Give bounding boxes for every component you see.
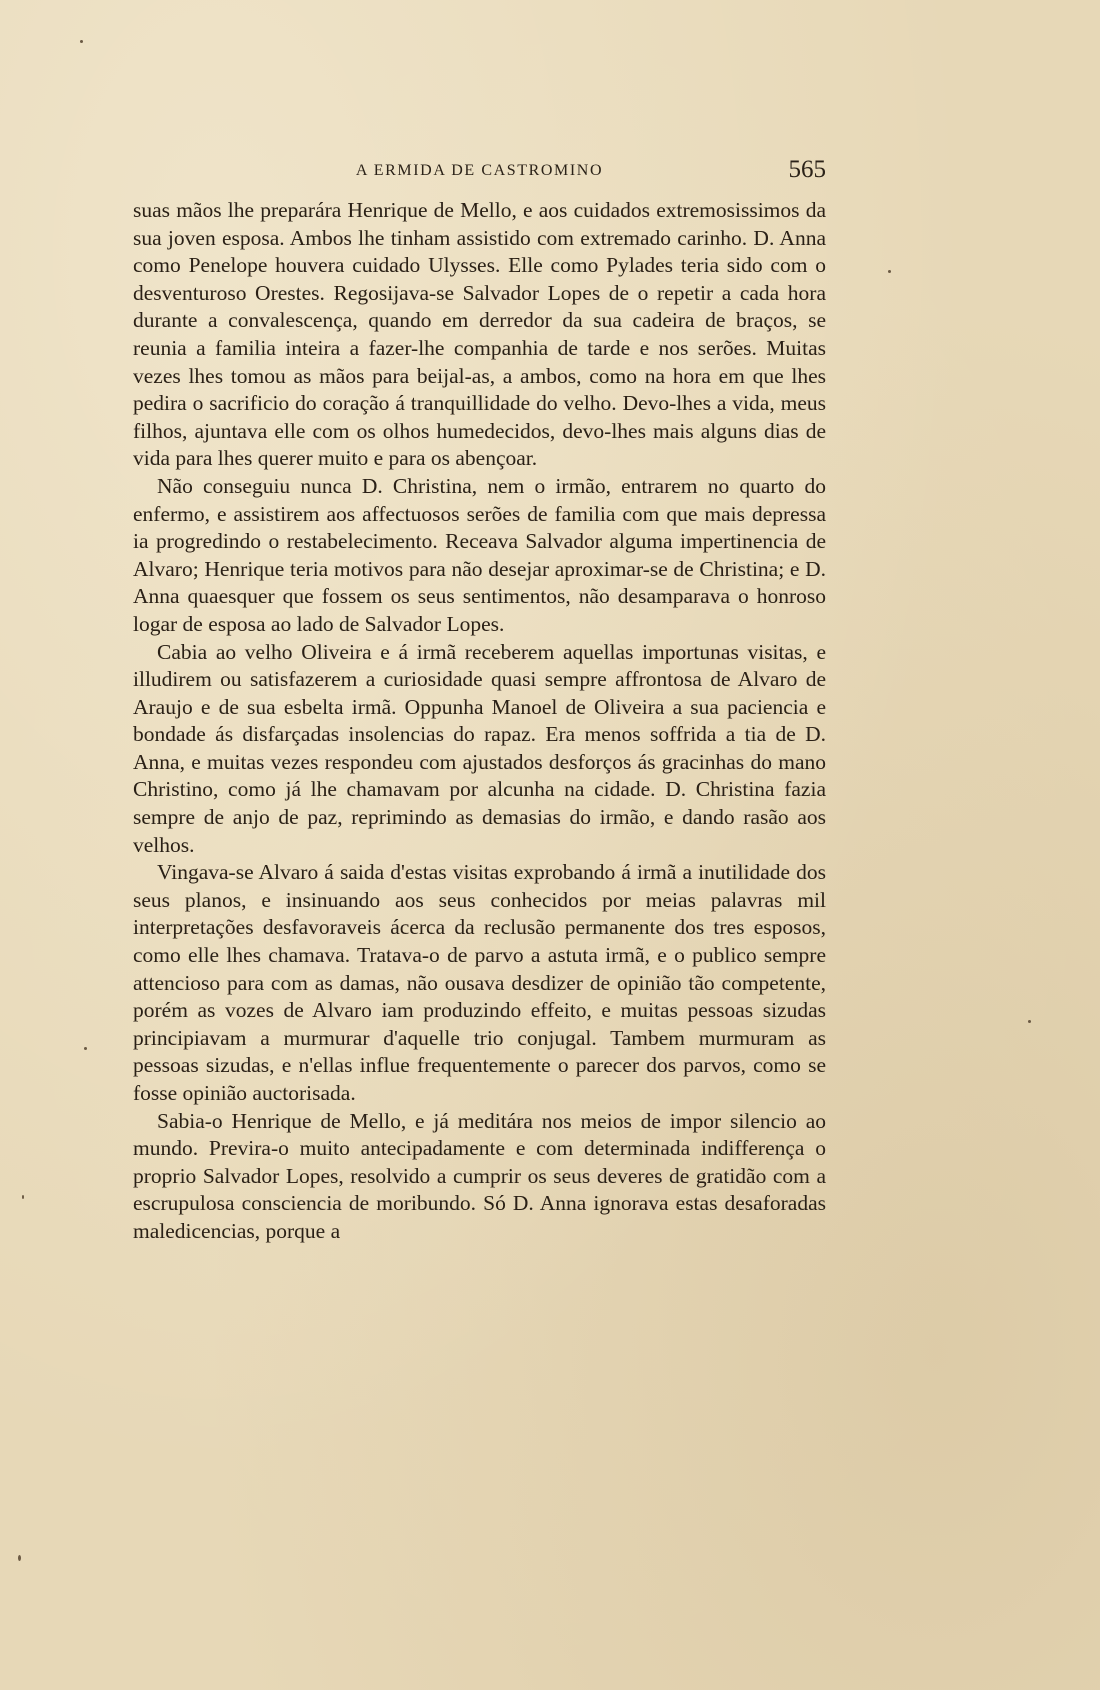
chapter-title: A ERMIDA DE CASTROMINO xyxy=(355,162,604,179)
running-header xyxy=(133,156,826,186)
body-text xyxy=(133,197,826,1246)
paragraph: Cabia ao velho Oliveira e á irmã receberem aquellas importunas visitas, e illudirem ou satisfazerem a curiosidade quasi sempre affrontosa de Alvaro de Araujo e de sua esbelta irmã. Oppunha Manoel de Oliveira a sua paciencia e bondade ás disfarçadas insolencias do rapaz. Era menos soffrida a tia de D. Anna, e muitas vezes respondeu com ajustados desforços ás gracinhas do mano Christino, como já lhe chamavam por alcunha na cidade. D. Christina fazia sempre de anjo de paz, reprimindo as demasias do irmão, e dando rasão aos velhos. xyxy=(133,639,826,857)
paper-speck xyxy=(22,1195,24,1199)
paper-speck xyxy=(1028,1020,1031,1023)
paragraph: suas mãos lhe preparára Henrique de Mello, e aos cuidados extremosissimos da sua joven esposa. Ambos lhe tinham assistido com extremado carinho. D. Anna como Penelope houvera cuidado Ulysses. Elle como Pylades teria sido com o desventuroso Orestes. Regosijava-se Salvador Lopes de o repetir a cada hora durante a convalescença, quando em derredor da sua cadeira de braços, se reunia a familia inteira a fazer-lhe companhia de tarde e nos serões. Muitas vezes lhes tomou as mãos para beijal-as, a ambos, como na hora em que lhes pedira o sacrificio do coração á tranquillidade do velho. Devo-lhes a vida, meus filhos, ajuntava elle com os olhos humedecidos, devo-lhes mais alguns dias de vida para lhes querer muito e para os abençoar. xyxy=(133,198,826,471)
paragraph: Sabia-o Henrique de Mello, e já meditára nos meios de impor silencio ao mundo. Previra-o muito antecipadamente e com determinada indifferença o proprio Salvador Lopes, resolvido a cumprir os seus deveres de gratidão com a escrupulosa consciencia de moribundo. Só D. Anna ignorava estas desaforadas maledicencias, porque a xyxy=(133,1108,826,1243)
paper-speck xyxy=(80,40,83,43)
paper-speck xyxy=(84,1047,87,1050)
paper-speck xyxy=(888,270,891,273)
paragraph: Vingava-se Alvaro á saida d'estas visitas exprobando á irmã a inutilidade dos seus planos, e insinuando aos seus conhecidos por meias palavras mil interpretações desfavoraveis ácerca da reclusão permanente dos tres esposos, como elle lhes chamava. Tratava-o de parvo a astuta irmã, e o publico sempre attencioso para com as damas, não ousava desdizer de opinião tão competente, porém as vozes de Alvaro iam produzindo effeito, e muitas pessoas sizudas principiavam a murmurar d'aquelle trio conjugal. Tambem murmuram as pessoas sizudas, e n'ellas influe frequentemente o parecer dos parvos, como se fosse opinião auctorisada. xyxy=(133,860,826,1105)
paragraph: Não conseguiu nunca D. Christina, nem o irmão, entrarem no quarto do enfermo, e assistirem aos affectuosos serões de familia com que mais depressa ia progredindo o restabelecimento. Receava Salvador alguma impertinencia de Alvaro; Henrique teria motivos para não desejar aproximar-se de Christina; e D. Anna quaesquer que fossem os seus sentimentos, não desamparava o honroso logar de esposa ao lado de Salvador Lopes. xyxy=(133,473,826,636)
paper-speck xyxy=(18,1555,21,1561)
page-number: 565 xyxy=(788,156,826,183)
